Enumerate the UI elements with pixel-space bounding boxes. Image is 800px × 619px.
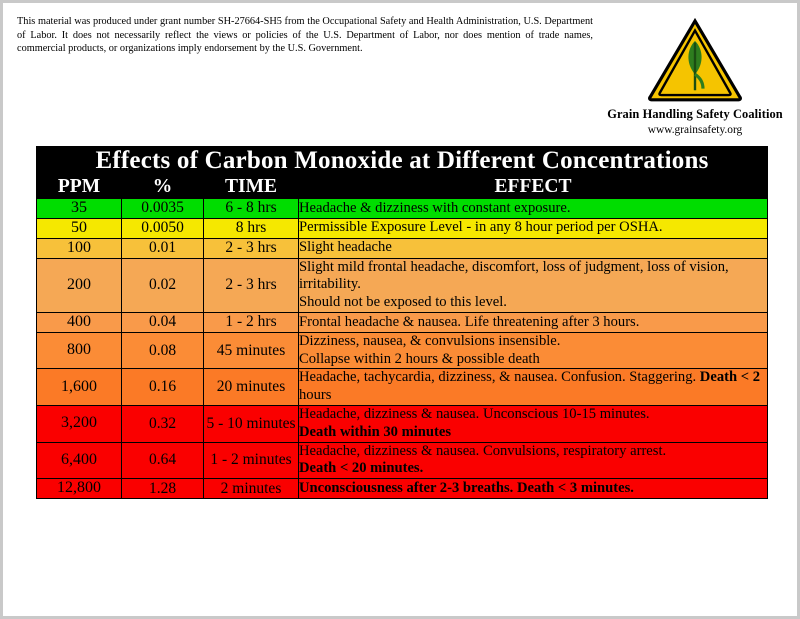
- organization-logo-block: [607, 15, 783, 138]
- table-row: [37, 369, 768, 406]
- column-header-time: TIME: [204, 176, 299, 199]
- cell-time: 2 - 3 hrs: [204, 238, 299, 258]
- table-row: [37, 238, 768, 258]
- triangle-warning-grain-icon: [647, 17, 743, 103]
- effect-line: Slight mild frontal headache, discomfort, loss of judgment, loss of vision, irritability.: [299, 258, 729, 293]
- cell-percent: 0.64: [122, 442, 204, 479]
- effect-line: hours: [299, 387, 332, 404]
- column-header-ppm: PPM: [37, 176, 122, 199]
- cell-ppm: 50: [37, 218, 122, 238]
- effect-line: Permissible Exposure Level - in any 8 hour period per OSHA.: [299, 219, 663, 236]
- cell-percent: 0.01: [122, 238, 204, 258]
- cell-time: 45 minutes: [204, 332, 299, 369]
- effect-line: Death within 30 minutes: [299, 423, 452, 440]
- effect-line: Slight headache: [299, 239, 392, 256]
- table-header-row: [37, 176, 768, 199]
- cell-time: 8 hrs: [204, 218, 299, 238]
- cell-percent: 0.0035: [122, 199, 204, 219]
- effect-emphasis: Death < 2: [699, 369, 760, 386]
- page-header: [3, 3, 797, 138]
- cell-percent: 0.0050: [122, 218, 204, 238]
- effect-line: Headache & dizziness with constant exposure.: [299, 199, 571, 216]
- cell-ppm: 200: [37, 258, 122, 312]
- table-row: [37, 479, 768, 499]
- table-title: Effects of Carbon Monoxide at Different Concentrations: [37, 147, 768, 176]
- cell-effect: [299, 442, 768, 479]
- cell-time: 2 minutes: [204, 479, 299, 499]
- cell-percent: 0.08: [122, 332, 204, 369]
- cell-ppm: 1,600: [37, 369, 122, 406]
- effect-line: Collapse within 2 hours & possible death: [299, 350, 540, 367]
- cell-effect: [299, 199, 768, 219]
- cell-ppm: 35: [37, 199, 122, 219]
- table-row: [37, 313, 768, 333]
- cell-time: 1 - 2 minutes: [204, 442, 299, 479]
- co-effects-table: [36, 146, 768, 499]
- cell-ppm: 3,200: [37, 406, 122, 443]
- organization-name: Grain Handling Safety Coalition: [607, 107, 783, 121]
- cell-effect: [299, 369, 768, 406]
- cell-percent: 0.04: [122, 313, 204, 333]
- cell-time: 6 - 8 hrs: [204, 199, 299, 219]
- effect-line: Dizziness, nausea, & convulsions insensible.: [299, 332, 561, 349]
- table-row: [37, 199, 768, 219]
- table-row: [37, 406, 768, 443]
- cell-effect: [299, 258, 768, 312]
- co-effects-table-wrap: [36, 146, 767, 499]
- effect-line: Frontal headache & nausea. Life threatening after 3 hours.: [299, 313, 640, 330]
- table-row: [37, 218, 768, 238]
- table-row: [37, 442, 768, 479]
- cell-time: 2 - 3 hrs: [204, 258, 299, 312]
- organization-url: www.grainsafety.org: [647, 123, 743, 136]
- column-header-percent: %: [122, 176, 204, 199]
- cell-effect: [299, 218, 768, 238]
- cell-ppm: 12,800: [37, 479, 122, 499]
- cell-ppm: 100: [37, 238, 122, 258]
- effect-line: Death < 20 minutes.: [299, 460, 424, 477]
- table-row: [37, 258, 768, 312]
- cell-percent: 1.28: [122, 479, 204, 499]
- cell-effect: [299, 238, 768, 258]
- cell-time: 20 minutes: [204, 369, 299, 406]
- table-title-row: [37, 147, 768, 176]
- cell-effect: [299, 479, 768, 499]
- table-row: [37, 332, 768, 369]
- column-header-effect: EFFECT: [299, 176, 768, 199]
- effect-line: Headache, dizziness & nausea. Unconscious 10-15 minutes.: [299, 406, 650, 423]
- effect-line: Should not be exposed to this level.: [299, 294, 507, 311]
- cell-percent: 0.02: [122, 258, 204, 312]
- cell-time: 5 - 10 minutes: [204, 406, 299, 443]
- cell-percent: 0.32: [122, 406, 204, 443]
- cell-percent: 0.16: [122, 369, 204, 406]
- effect-line: Headache, tachycardia, dizziness, & nausea. Confusion. Staggering. Death < 2: [299, 369, 760, 386]
- cell-ppm: 800: [37, 332, 122, 369]
- grant-disclaimer-text: This material was produced under grant number SH-27664-SH5 from the Occupational Safety and Health Administration, U.S. Department of Labor. It does not necessarily reflect the views or policies of the U.S. Department of Labor, nor does mention of trade names, commercial products, or organizations imply endorsement by the U.S. Government.: [17, 16, 593, 55]
- cell-effect: [299, 332, 768, 369]
- effect-line: Headache, dizziness & nausea. Convulsions, respiratory arrest.: [299, 442, 667, 459]
- cell-ppm: 400: [37, 313, 122, 333]
- cell-ppm: 6,400: [37, 442, 122, 479]
- cell-time: 1 - 2 hrs: [204, 313, 299, 333]
- effect-line: Unconsciousness after 2-3 breaths. Death < 3 minutes.: [299, 479, 634, 496]
- cell-effect: [299, 313, 768, 333]
- cell-effect: [299, 406, 768, 443]
